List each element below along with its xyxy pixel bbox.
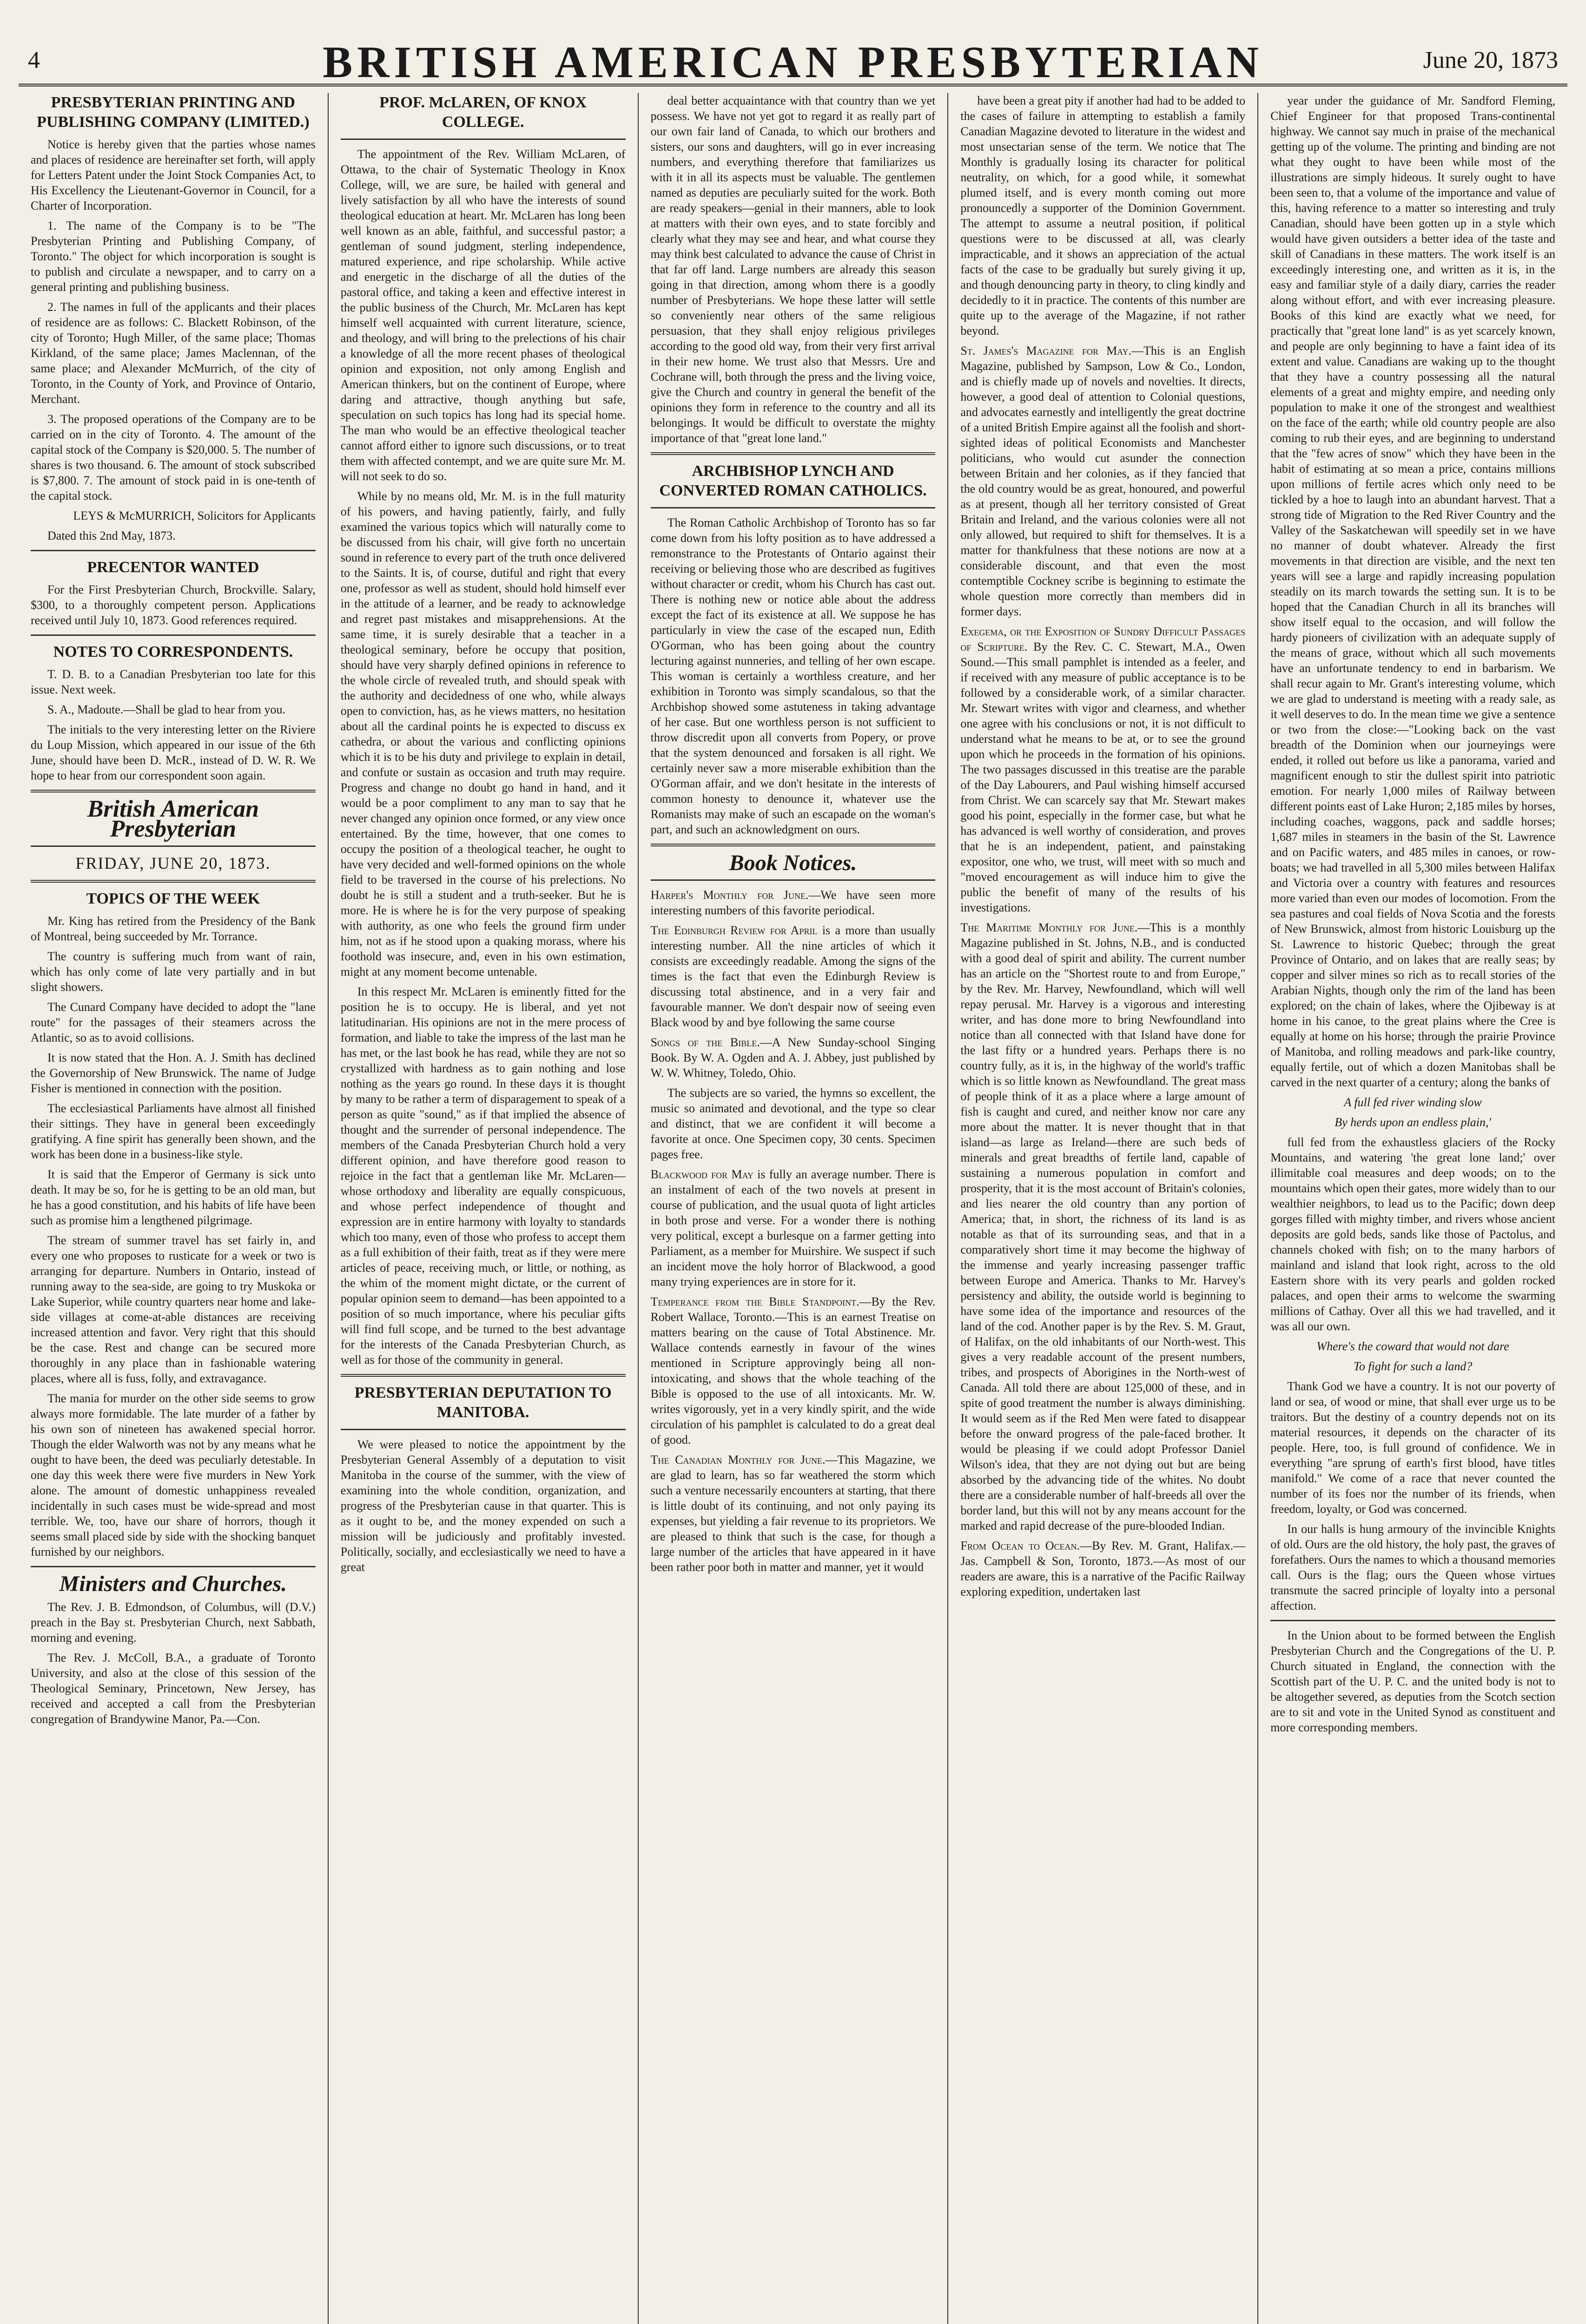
precentor-text: For the First Presbyterian Church, Brockville. Salary, $300, to a thoroughly competent person. Applications received until July 10, 1873. Good references required.: [31, 583, 316, 627]
book-notice: [960, 343, 1245, 619]
ministers-para: The Rev. J. B. Edmondson, of Columbus, will (D.V.) preach in the Bay st. Presbyterian Church, next Sabbath, morning and evening.: [31, 1600, 316, 1644]
deputation-para: We were pleased to notice the appointment by the Presbyterian General Assembly of a deputation to visit Manitoba in the course of the summer, with the view of examining into the whole condition, organization, and progress of the Presbyterian cause in that quarter. This is as it ought to be, and the money expended on such a mission will be judiciously and profitably invested. Politically, socially, and ecclesiastically we need to have a great: [340, 1438, 626, 1574]
divider: [31, 880, 316, 883]
topics-para: The country is suffering much from want of rain, which has only come of late very partially and in but slight showers.: [31, 950, 316, 994]
book-notice-title: St. James's Magazine for May.: [960, 344, 1132, 357]
book-notice-title: The Edinburgh Review for April: [650, 924, 818, 937]
topics-para: The stream of summer travel has set fairly in, and every one who proposes to rusticate for a week or two is arranging for departure. Numbers in Ontario, instead of running away to the sea-side, are going to try Muskoka or Lake Superior, while country quarters near home and lake-side villages at come-at-able distances are receiving increased attention and favor. Very right that this should be the case. Rest and change can be secured more thoroughly in any place than in fashionable watering places, where all is fuss, folly, and extravagance.: [31, 1234, 316, 1385]
book-notice-text: —We have seen more interesting numbers of this favorite periodical.: [650, 888, 936, 917]
notes-heading: NOTES TO CORRESPONDENTS.: [53, 643, 293, 660]
mclaren-para: In this respect Mr. McLaren is eminently fitted for the position he is to occupy. He is liberal, and yet not latitudinarian. His opinions are not in the mere process of formation, and liable to take the impress of the last man he has met, or the last book he has read, while they are not so crystallized with hardness as to gain nothing and lose nothing as the years go round. In these days it is thought by many to be rather a term of disparagement to speak of a person as quite "sound," as if that implied the absence of thought and the surrender of personal independence. The members of the Canada Presbyterian Church hold a very different opinion, and have therefore good reason to rejoice in the fact that a gentleman like Mr. McLaren—whose orthodoxy and liberality are equally conspicuous, and whose perfect independence of thought and expression are in entire harmony with loyalty to standards which too many, even of those who profess to accept them as a full exhibition of their faith, treat as if they were mere articles of peace, receiving much, or little, or nothing, as the whim of the moment might dictate, or the current of popular opinion seem to demand—has been appointed to a position of so much importance, where his peculiar gifts will find full scope, and be turned to the best advantage for the interests of the Canada Presbyterian Church, as well as for those of the community in general.: [340, 985, 626, 1367]
topics-para: The ecclesiastical Parliaments have almost all finished their sittings. They have in general been exceedingly gratifying. A fine spirit has generally been shown, and the work has been done in a business-like style.: [31, 1102, 316, 1161]
ocean-to-ocean-para: In our halls is hung armoury of the invincible Knights of old. Ours are the old history, the holy past, the graves of forefathers. Ours the names to which a thousand memories call. Ours is the flag; ours the Queen whose virtues transmute the sacred principle of loyalty into a personal affection.: [1270, 1522, 1555, 1612]
book-notice: [651, 1035, 936, 1081]
lynch-heading: ARCHBISHOP LYNCH AND CONVERTED ROMAN CATHOLICS.: [659, 462, 927, 499]
book-notice-title: From Ocean to Ocean.: [960, 1539, 1080, 1552]
divider: [1270, 1620, 1555, 1621]
notes-para: S. A., Madoute.—Shall be glad to hear from you.: [47, 703, 285, 716]
lynch-para: The Roman Catholic Archbishop of Toronto has so far come down from his lofty position as to have addressed a remonstrance to the Protestants of Ontario against their receiving or believing those who are described as fugitives without character or credit, whom his Church has cast out. There is nothing new or notice able about the address except the fact of its existence at all. We suppose he has particularly in view the case of the escaped nun, Edith O'Gorman, who has been going about the country lecturing against nunneries, and telling of her own escape. This woman is certainly a worthless creature, and her exhibition in Toronto was simply scandalous, so that the Archbishop showed some astuteness in taking advantage of her case. But one worthless person is not sufficient to throw discredit upon all converts from Popery, or prove that the system denounced and forsaken is all right. We certainly never saw a more miserable exhibition than the O'Gorman affair, and we don't hesitate in the interests of common honesty to denounce it, whatever use the Romanists may make of such an escapade on the woman's part, and such an acknowledgment on ours.: [650, 516, 936, 836]
poem-line: Where's the coward that would not dare: [1316, 1340, 1509, 1353]
issue-date: June 20, 1873: [1423, 47, 1558, 73]
topics-para: It is now stated that the Hon. A. J. Smith has declined the Governorship of New Brunswick. The name of Judge Fisher is mentioned in connection with the position.: [31, 1051, 316, 1095]
ocean-to-ocean-para: year under the guidance of Mr. Sandford Fleming, Chief Engineer for that proposed Trans-continental highway. We cannot say much in praise of the mechanical getting up of the volume. The printing and binding are not what they ought to have been while most of the illustrations are simply hideous. It surely ought to have been seen to, that a volume of the importance and value of this, having reference to a matter so interesting and truly Canadian, should have been gotten up in a style which would have given outsiders a better idea of the taste and skill of Canadians in these matters. The work itself is an exceedingly interesting one, and written as it is, in the easy and familiar style of a daily diary, carries the reader along without effort, and with ever increasing pleasure. Books of this kind are exactly what we need, for practically that "great lone land" is as yet scarcely known, and people are only beginning to have a faint idea of its extent and value. Canadians are waking up to the thought that they have a country possessing all the natural elements of a great and mighty empire, and needing only population to make it one of the strongest and wealthiest on the face of the earth; while old country people are also coming to rub their eyes, and are beginning to understand that the "few acres of snow" which they have been in the habit of estimating at so mean a price, contains millions upon millions of fertile acres which only need to be tickled by a hoe to laugh into an abundant harvest. That a strong tide of Migration to the Red River Country and the Valley of the Saskatchewan will speedily set in we have no manner of doubt whatever. Already the first movements in that direction are visible, and the next ten years will see a large and rapidly increasing population steadily on its march towards the setting sun. It is to be hoped that the Canadian Church in all its branches will show itself equal to the occasion, and will follow the hardy pioneers of civilization with an adequate supply of the means of grace, without which all such movements have an unfortunate tendency to end in barbarism. We shall recur again to Mr. Grant's interesting volume, which we are glad to understand is meeting with a ready sale, as it well deserves to do. In the mean time we give a sentence or two from the close:—"Looking back on the vast breadth of the Dominion when our journeyings were ended, it rolled out before us like a panorama, varied and magnificent enough to stir the dullest spirit into patriotic emotion. For nearly 1,000 miles of Railway between different points east of Lake Huron; 2,185 miles by horses, including coaches, waggons, pack and saddle horses; 1,687 miles in steamers in the basin of the St. Lawrence and on Pacific waters, and 485 miles in canoes, or row-boats; we had travelled in all 5,300 miles between Halifax and Victoria over a country with features and resources more varied than even our modes of locomotion. From the sea pastures and coal fields of Nova Scotia and the forests of New Brunswick, almost from historic Louisburg up the St. Lawrence to historic Quebec; through the great Province of Ontario, and on lakes that are really seas; by copper and silver mines so rich as to recall stories of the Arabian Nights, though only the rim of the land has been explored; on the chain of lakes, where the Ojibeway is at home in his canoe, to the great plains where the Cree is equally at home on his horse; through the prairie Province of Manitoba, and rolling meadows and park-like country, equally fertile, out of which a dozen Manitobas shall be carved in the next quarter of a century; along the banks of: [1270, 94, 1555, 1089]
book-notice-title: Harper's Monthly for June.: [650, 888, 809, 902]
printing-company-heading: PRESBYTERIAN PRINTING AND PUBLISHING COMPANY (LIMITED.): [37, 94, 310, 131]
book-notice: [960, 920, 1245, 1533]
topics-para: Mr. King has retired from the Presidency of the Bank of Montreal, being succeeded by Mr. Torrance.: [31, 914, 316, 943]
printing-notice-para: 3. The proposed operations of the Company are to be carried on in the city of Toronto. 4. The amount of the capital stock of the Company is $20,000. 5. The number of shares is two thousand. 6. The amount of stock subscribed is $7,800. 7. The amount of stock paid in is one-tenth of the capital stock.: [31, 412, 316, 502]
column-4: [948, 93, 1258, 2324]
book-notice: [651, 1167, 936, 1289]
topics-para: The mania for murder on the other side seems to grow always more formidable. The late murder of a father by his own son of nineteen has awakened special horror. Though the elder Walworth was not by any means what he ought to have been, the deed was peculiarly detestable. In one day this week there were five murders in New York alone. The amount of domestic unhappiness revealed incidentally in such cases must be wide-spread and most terrible. We, too, have our share of horrors, though it seems small placed side by side with the shocking banquet furnished by our neighbors.: [31, 1392, 316, 1558]
topics-para: The Cunard Company have decided to adopt the "lane route" for the passages of their steamers across the Atlantic, so as to avoid collisions.: [31, 1000, 316, 1044]
notes-para: T. D. B. to a Canadian Presbyterian too late for this issue. Next week.: [31, 667, 316, 696]
ocean-to-ocean-para: full fed from the exhaustless glaciers of the Rocky Mountains, and watering 'the great lone land;' over illimitable coal measures and deep woods; on to the mountains which open their gates, more widely than to our wealthier neighbors, to lead us to the Pacific; down deep gorges filled with mighty timber, and rivers whose ancient deposits are gold beds, sands like those of Pactolus, and channels choked with fish; on to the many harbors of mainland and island that look right, across to the old Eastern shore with its very pearls and golden rocked palaces, and open their arms to welcome the swarming millions of Cathay. Over all this we had travelled, and it was all our own.: [1270, 1136, 1555, 1333]
book-notice-title: Blackwood for May: [650, 1168, 753, 1181]
deputation-heading: PRESBYTERIAN DEPUTATION TO MANITOBA.: [354, 1384, 612, 1421]
ocean-to-ocean-para: Thank God we have a country. It is not our poverty of land or sea, of wood or mine, that shall ever urge us to be traitors. But the destiny of a country depends not on its material resources, it depends on the character of its people. Here, too, is full ground of confidence. We in everything "are sprung of earth's first blood, have titles manifold." We come of a race that never counted the number of its foes nor the number of its friends, when freedom, loyalty, or God was concerned.: [1270, 1380, 1555, 1516]
divider: [31, 550, 316, 551]
book-notice-title: The Canadian Monthly for June.: [650, 1453, 826, 1466]
canadian-monthly-continued: have been a great pity if another had had to be added to the cases of failure in attempting to establish a family Canadian Magazine devoted to literature in the widest and most unsectarian sense of the term. We notice that The Monthly is gradually losing its character for political neutrality, on which, for a good while, it somewhat plumed itself, and is every month coming out more pronouncedly a supporter of the Dominion Government. The attempt to assume a neutral position, if political questions were to be discussed at all, was clearly impracticable, and it shows an appreciation of the actual facts of the case to be gradually but surely giving it up, and though denouncing party in theory, to cling kindly and decidedly to it in practice. The contents of this number are quite up to the average of the Magazine, if not rather beyond.: [960, 94, 1246, 337]
poem-line: To fight for such a land?: [1353, 1360, 1473, 1373]
book-notice-text: By the Rev. C. C. Stewart, M.A., Owen Sound.—This small pamphlet is intended as a feeler, and if received with any measure of public acceptance is to be followed by a considerable work, of a similar character. Mr. Stewart writes with vigor and clearness, and whether one agree with his conclusions or not, it is not difficult to understand what he means to be at, or to see the ground upon which he proceeds in the formation of his opinions. The two passages discussed in this treatise are the parable of the Day Labourers, and Paul wishing himself accursed from Christ. We can scarcely say that Mr. Stewart makes good his point, especially in the former case, but what he has advanced is well worthy of consideration, and proves that he is an independent, patient, and painstaking expositor, one who, we trust, will meet with so much and "moved encouragement as will induce him to give the public the benefit of many of the results of his investigations.: [960, 640, 1246, 914]
book-notice: [651, 1452, 936, 1575]
printing-notice-dated: Dated this 2nd May, 1873.: [47, 529, 176, 542]
divider: [31, 634, 316, 636]
printing-notice-para: Notice is hereby given that the parties whose names and places of residence are hereinafter set forth, will apply for Letters Patent under the Joint Stock Companies Act, to His Excellency the Lieutenant-Governor in Council, for a Charter of Incorporation.: [31, 138, 316, 212]
notes-para: The initials to the very interesting letter on the Riviere du Loup Mission, which appeared in our issue of the 6th June, should have been D. McR., instead of D. W. R. We hope to hear from our correspondent soon again.: [31, 723, 316, 782]
divider: [31, 1566, 316, 1567]
page-number: 4: [28, 47, 40, 73]
poem-line: A full fed river winding slow: [1344, 1096, 1482, 1109]
friday-dateline: FRIDAY, JUNE 20, 1873.: [75, 854, 271, 872]
book-notice-title: The Maritime Monthly for June.: [960, 921, 1138, 934]
book-notice-text: is a more than usually interesting number. All the nine articles of which it consists are exceedingly readable. Among the signs of the times is the fact that even the Edinburgh Review is discussing total abstinence, and in a very fair and favourable manner. We don't despair now of seeing even Black wood by and bye following the same course: [650, 924, 936, 1029]
book-notice-text: —By Rev. M. Grant, Halifax.—Jas. Campbell & Son, Toronto, 1873.—As most of our readers are aware, this is a narrative of the Pacific Railway exploring expedition, undertaken last: [960, 1539, 1246, 1598]
book-notice-text: —This Magazine, we are glad to learn, has so far weathered the storm which such a venture necessarily encounters at starting, that there is little doubt of its continuing, and not only paying its expenses, but yielding a fair revenue to its proprietors. We are pleased to think that such is the case, for though a large number of the articles that have appeared in it have been rather poor both in matter and manner, yet it would: [650, 1453, 936, 1574]
precentor-heading: PRECENTOR WANTED: [87, 559, 259, 576]
divider: [341, 1429, 626, 1430]
ministers-heading: Ministers and Churches.: [59, 1571, 287, 1596]
divider: [651, 452, 936, 455]
book-notice: [651, 1294, 936, 1447]
newspaper-title: BRITISH AMERICAN PRESBYTERIAN: [323, 37, 1263, 87]
printing-notice-signature: LEYS & McMURRICH, Solicitors for Applicants: [73, 509, 316, 522]
book-notice: [960, 624, 1245, 915]
masthead: [19, 28, 1567, 86]
divider: [651, 879, 936, 881]
union-para: In the Union about to be formed between the English Presbyterian Church and the Congregations of the U. P. Church situated in England, the connection with the Scottish part of the U. P. C. and the united body is not to be altogether severed, as deputies from the Scotch section are to sit and vote in the United Synod as constituent and more corresponding members.: [1270, 1629, 1555, 1734]
book-notice: [651, 923, 936, 1030]
column-3: [639, 93, 949, 2324]
book-notice-text: —By the Rev. Robert Wallace, Toronto.—This is an earnest Treatise on matters bearing on the cause of Total Abstinence. Mr. Wallace contends earnestly in favour of the wines mentioned in Scripture approvingly being all non-intoxicating, and shows that the whole teaching of the Bible is opposed to the use of all intoxicants. Mr. W. writes vigorously, yet in a very kindly spirit, and the wide circulation of his pamphlet is calculated to do a great deal of good.: [650, 1295, 936, 1446]
printing-notice-para: 2. The names in full of the applicants and their places of residence are as follows: C. Blackett Robinson, of the city of Toronto; Hugh Miller, of the same place; Thomas Kirkland, of the same place; James Maclennan, of the same place; and Alexander McMurrich, of the city of Toronto, in the County of York, and Province of Ontario, Merchant.: [31, 300, 316, 406]
book-notice-title: Exegema, or the Exposition of Sundry Difficult Passages of Scripture.: [960, 625, 1246, 654]
divider: [31, 845, 316, 847]
book-notice-text: —This is an English Magazine, published by Sampson, Low & Co., London, and is chiefly made up of novels and novelties. It directs, however, a good deal of attention to Colonial questions, and advocates earnestly and intelligently the great doctrine of a united British Empire against all the foolish and short-sighted ideas of political Economists and Manchester politicians, who would cut asunder the connection between Britain and her colonies, as if they fancied that the old country would be as great, honoured, and powerful as at present, though all her territory consisted of Great Britain and Ireland, and the various colonies were all not only allowed, but required to shift for themselves. It is a matter for thankfulness that these notions are now at a considerable discount, and that even the most contemptible Cockney scribe is beginning to estimate the whole question more correctly than members did in former days.: [960, 344, 1246, 618]
divider: [341, 139, 626, 140]
column-2: [329, 93, 639, 2324]
divider: [341, 1374, 626, 1377]
mclaren-heading: PROF. McLAREN, OF KNOX COLLEGE.: [379, 94, 587, 131]
column-1: [19, 93, 329, 2324]
book-notice-title: Songs of the Bible.: [650, 1036, 760, 1049]
book-notice-text: —A New Sunday-school Singing Book. By W. A. Ogden and A. J. Abbey, just published by W. W. Whitney, Toledo, Ohio.: [650, 1036, 936, 1080]
book-notice-title: Temperance from the Bible Standpoint.: [650, 1295, 859, 1308]
topics-heading: TOPICS OF THE WEEK: [86, 890, 260, 907]
book-notice: [960, 1538, 1245, 1599]
column-5: [1258, 93, 1567, 2324]
topics-para: It is said that the Emperor of Germany is sick unto death. It may be so, for he is getting to be an old man, but he has a good constitution, and his habits of life have been such as promise him a lengthened pilgrimage.: [31, 1168, 316, 1227]
book-notice: [651, 887, 936, 918]
paper-title-heading: British American Presbyterian: [87, 796, 259, 842]
book-notice-text: is fully an average number. There is an instalment of each of the two novels at present in course of publication, and the usual quota of light articles in both prose and verse. For a wonder there is nothing very political, except a burlesque on a farmer getting into Parliament, as a member for Muirshire. We suspect if such an incident move the holy horror of Blackwood, a good many trying experiences are in store for it.: [650, 1168, 936, 1288]
deputation-continued-para: deal better acquaintance with that country than we yet possess. We have not yet got to regard it as really part of our own fair land of Canada, to which our brothers and sisters, our sons and daughters, will go in ever increasing numbers, and everything therefore that familiarizes us with it in all its aspects must be valuable. The gentlemen named as deputies are peculiarly suited for the work. Both are ready speakers—genial in their manners, able to look at matters with their own eyes, and to state forcibly and clearly what they may see and hear, and what course they may think best calculated to advance the cause of Christ in that far off land. Large numbers are already this season going in that direction, among whom there is a goodly number of Presbyterians. We hope these latter will settle so conveniently near others of the same religious persuasion, that they shall enjoy religious privileges according to the good old way, from their very first arrival in their new home. We trust also that Messrs. Ure and Cochrane will, both through the press and the living voice, give the Church and country in general the benefit of the opinions they form in reference to the country and all its belongings. It would be difficult to overstate the mighty importance of that "great lone land.": [650, 94, 936, 445]
divider: [651, 844, 936, 846]
book-notice-text: —This is a monthly Magazine published in St. Johns, N.B., and is conducted with a good deal of spirit and ability. The current number has an article on the "Shortest route to and from Europe," by the Rev. Mr. Harvey, Newfoundland, which will well repay perusal. Mr. Harvey is a vigorous and interesting writer, and has done more to bring Newfoundland into notice than all connected with that Island have done for the last fifty or a hundred years. Perhaps there is no country fully, as it is, in the highway of the world's traffic which is so little known as Newfoundland. The great mass of people think of it as a place where a large amount of fish is caught and cured, and neither know nor care any more about the matter. It is never thought that in that island—as large as Ireland—there are such beds of minerals and great breadths of fertile land, capable of sustaining a numerous population in comfort and prosperity, that it is the most account of Britain's colonies, and lies nearer the old country than any portion of America; that, in short, the richness of its land is as notable as that of its surrounding seas, and that in a comparatively short time it may become the highway of the immense and yearly increasing passenger traffic between Europe and America. Thanks to Mr. Harvey's persistency and ability, the outside world is beginning to have some idea of the importance and resources of the land of the cod. Another paper is by the Rev. S. M. Graut, of Halifax, on the old inhabitants of our North-west. This gives a very readable account of the present numbers, tribes, and prospects of Aborigines in the North-west of Canada. All told there are about 125,000 of these, and in spite of good treatment the number is always diminishing. It would seem as if the Red Men were fated to disappear before the onward progress of the pale-faced brother. It would be pleasing if we could adopt Professor Daniel Wilson's idea, that they are not dying out but are being absorbed by the advancing tide of the whites. No doubt there are a considerable number of half-breeds all over the border land, but this will not by any means account for the marked and rapid decrease of the pure-blooded Indian.: [960, 921, 1246, 1532]
book-notice-para: The subjects are so varied, the hymns so excellent, the music so animated and devotional, and the type so clear and distinct, that we are confident it will become a favorite at once. One Specimen copy, 30 cents. Specimen pages free.: [650, 1086, 936, 1161]
poem-line: By herds upon an endless plain,': [1335, 1116, 1491, 1129]
book-notices-heading: Book Notices.: [729, 851, 857, 875]
mclaren-para: While by no means old, Mr. M. is in the full maturity of his powers, and having patiently, fairly, and fully examined the various topics which will naturally come to be discussed from his chair, will give forth no uncertain sound in reference to every part of the truth once delivered to the Saints. It is, of course, dutiful and right that every one, professor as well as student, should hold himself ever in the attitude of a learner, and be ready to acknowledge and regret past mistakes and misapprehensions. At the same time, it is surely desirable that a teacher in a theological seminary, before he occupy that position, should have very sharply defined opinions in reference to the whole circle of revealed truth, and should speak with the authority and decidedness of one who, while always open to conviction, has, as he views matters, no hesitation about all the cardinal points he is expected to discuss ex cathedra, or about the various and conflicting opinions which it is to be his duty and privilege to explain in detail, and confute or sustain as occasion and truth may require. Progress and change no doubt go hand in hand, and it would be a poor compliment to any man to say that he never changed any opinion once formed, or any view once entertained. By the time, however, that one comes to occupy the position of a theological teacher, he ought to have very decided and well-formed opinions on the whole field to be traversed in the course of his prelections. No doubt he is still a student and a truth-seeker. But he is more. He is where he is for the very purpose of speaking with authority, as one who feels the ground firm under him, not as if he stood upon a quaking morass, where his foothold was insecure, and, even in his own estimation, might at any moment become untenable.: [340, 489, 626, 978]
ministers-para: The Rev. J. McColl, B.A., a graduate of Toronto University, and also at the close of this session of the Theological Seminary, Princetown, New Jersey, has received and accepted a call from the Presbyterian congregation of Brandywine Manor, Pa.—Con.: [31, 1651, 316, 1726]
divider: [651, 507, 936, 508]
columns: [19, 93, 1567, 2324]
divider: [31, 790, 316, 792]
printing-notice-para: 1. The name of the Company is to be "The Presbyterian Printing and Publishing Company, of Toronto." The object for which incorporation is sought is to publish and circulate a newspaper, and to carry on a general printing and publishing business.: [31, 219, 316, 294]
mclaren-para: The appointment of the Rev. William McLaren, of Ottawa, to the chair of Systematic Theology in Knox College, will, we are sure, be hailed with general and lively satisfaction by all who have the interests of sound theological education at heart. Mr. McLaren has long been well known as an able, faithful, and successful pastor; a gentleman of sound judgment, sterling independence, matured experience, and ripe scholarship. While active and energetic in the discharge of all the duties of the pastoral office, and taking a keen and effective interest in the public business of the Church, Mr. McLaren has kept himself well acquainted with current literature, science, and theology, and will bring to the prelections of his chair a knowledge of all the more recent phases of theological opinion and exposition, not only among English and American thinkers, but on the continent of Europe, where daring and attractive, though anything but safe, speculation on such topics has long had its special home. The man who would be an effective theological teacher cannot afford either to ignore such discussions, or to treat them with affected contempt, and we are quite sure Mr. M. will not seek to do so.: [340, 147, 626, 483]
